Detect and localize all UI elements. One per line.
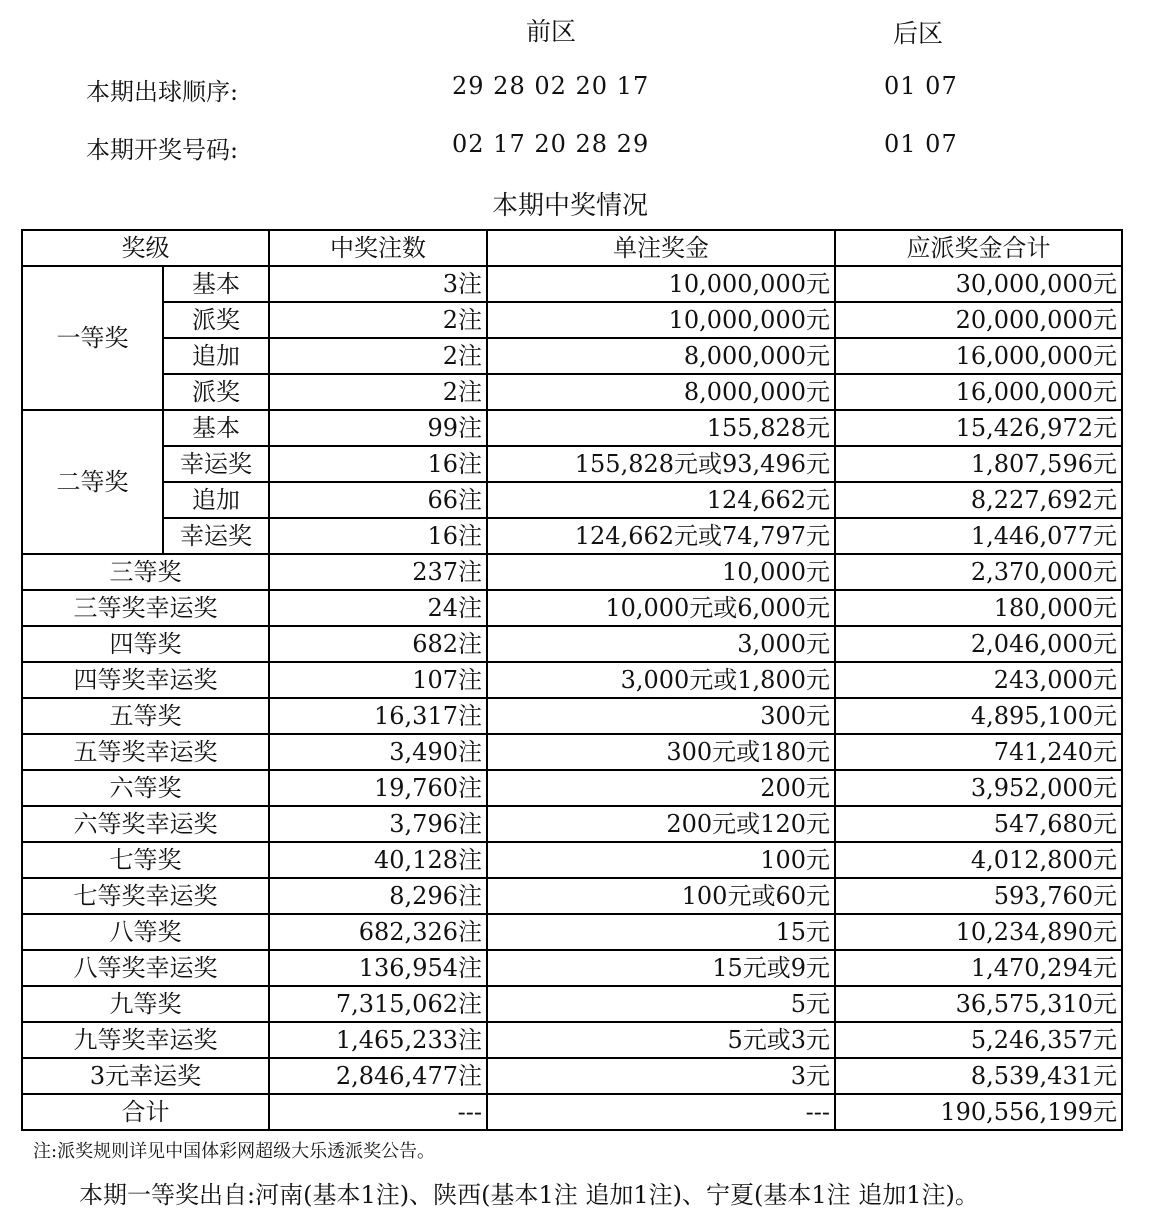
unit-prize: 124,662元或74,797元 — [487, 518, 835, 554]
winner-count: 2,846,477注 — [269, 1058, 487, 1094]
total-prize: 8,227,692元 — [835, 482, 1122, 518]
unit-prize: 300元 — [487, 698, 835, 734]
unit-prize: 8,000,000元 — [487, 338, 835, 374]
prize-level: 七等奖 — [22, 842, 269, 878]
unit-prize: 300元或180元 — [487, 734, 835, 770]
prize-level: 九等奖幸运奖 — [22, 1022, 269, 1058]
winner-count: 1,465,233注 — [269, 1022, 487, 1058]
unit-prize: 10,000元 — [487, 554, 835, 590]
unit-prize: 100元 — [487, 842, 835, 878]
winner-count: 8,296注 — [269, 878, 487, 914]
table-row — [22, 842, 1122, 878]
winner-count: 24注 — [269, 590, 487, 626]
unit-prize: 200元或120元 — [487, 806, 835, 842]
winner-count: 3,796注 — [269, 806, 487, 842]
header-unit-prize: 单注奖金 — [487, 230, 835, 266]
unit-prize: 3,000元 — [487, 626, 835, 662]
prize-level: 五等奖 — [22, 698, 269, 734]
table-row — [22, 302, 1122, 338]
unit-prize: --- — [487, 1094, 835, 1130]
winner-count: 99注 — [269, 410, 487, 446]
prize-level: 3元幸运奖 — [22, 1058, 269, 1094]
total-prize: 5,246,357元 — [835, 1022, 1122, 1058]
table-row — [22, 698, 1122, 734]
unit-prize: 10,000,000元 — [487, 302, 835, 338]
total-prize: 1,446,077元 — [835, 518, 1122, 554]
total-prize: 36,575,310元 — [835, 986, 1122, 1022]
table-row — [22, 518, 1122, 554]
table-row — [22, 410, 1122, 446]
table-row — [22, 374, 1122, 410]
table-row — [22, 590, 1122, 626]
unit-prize: 100元或60元 — [487, 878, 835, 914]
unit-prize: 8,000,000元 — [487, 374, 835, 410]
front-zone-title: 前区 — [526, 17, 577, 46]
winner-count: 40,128注 — [269, 842, 487, 878]
prize-sublevel: 幸运奖 — [163, 446, 269, 482]
winner-count: 2注 — [269, 374, 487, 410]
first-prize-origin-summary: 本期一等奖出自:河南(基本1注)、陕西(基本1注 追加1注)、宁夏(基本1注 追加1注)。 — [79, 1181, 979, 1209]
prize-level: 一等奖 — [22, 266, 163, 410]
prize-level: 四等奖幸运奖 — [22, 662, 269, 698]
winner-count: 3,490注 — [269, 734, 487, 770]
table-row — [22, 878, 1122, 914]
unit-prize: 155,828元或93,496元 — [487, 446, 835, 482]
unit-prize: 200元 — [487, 770, 835, 806]
table-total-row — [22, 1094, 1122, 1130]
total-prize: 30,000,000元 — [835, 266, 1122, 302]
table-row — [22, 266, 1122, 302]
prize-level: 七等奖幸运奖 — [22, 878, 269, 914]
total-prize: 15,426,972元 — [835, 410, 1122, 446]
header-level: 奖级 — [22, 230, 269, 266]
total-prize: 243,000元 — [835, 662, 1122, 698]
total-prize: 2,370,000元 — [835, 554, 1122, 590]
table-row — [22, 662, 1122, 698]
prize-table-title: 本期中奖情况 — [491, 191, 648, 221]
winner-count: 3注 — [269, 266, 487, 302]
winner-count: 19,760注 — [269, 770, 487, 806]
total-prize: 1,470,294元 — [835, 950, 1122, 986]
total-prize: 190,556,199元 — [835, 1094, 1122, 1130]
prize-level: 三等奖 — [22, 554, 269, 590]
unit-prize: 155,828元 — [487, 410, 835, 446]
header-total-prize: 应派奖金合计 — [835, 230, 1122, 266]
table-row — [22, 626, 1122, 662]
winning-numbers-label: 本期开奖号码: — [86, 136, 239, 164]
total-prize: 1,807,596元 — [835, 446, 1122, 482]
prize-level: 八等奖 — [22, 914, 269, 950]
prize-level: 五等奖幸运奖 — [22, 734, 269, 770]
draw-sequence-label: 本期出球顺序: — [86, 78, 239, 106]
prize-sublevel: 派奖 — [163, 374, 269, 410]
winner-count: 2注 — [269, 338, 487, 374]
table-row — [22, 914, 1122, 950]
table-row — [22, 734, 1122, 770]
total-prize: 16,000,000元 — [835, 338, 1122, 374]
total-prize: 4,895,100元 — [835, 698, 1122, 734]
table-header-row — [22, 230, 1122, 266]
unit-prize: 3,000元或1,800元 — [487, 662, 835, 698]
table-row — [22, 1058, 1122, 1094]
draw-sequence-front-numbers: 29 28 02 20 17 — [452, 72, 650, 100]
total-prize: 4,012,800元 — [835, 842, 1122, 878]
prize-sublevel: 基本 — [163, 410, 269, 446]
unit-prize: 5元 — [487, 986, 835, 1022]
table-row — [22, 338, 1122, 374]
table-row — [22, 770, 1122, 806]
winner-count: 16注 — [269, 518, 487, 554]
winner-count: 16,317注 — [269, 698, 487, 734]
winner-count: 7,315,062注 — [269, 986, 487, 1022]
header-count: 中奖注数 — [269, 230, 487, 266]
prize-level: 九等奖 — [22, 986, 269, 1022]
prize-sublevel: 幸运奖 — [163, 518, 269, 554]
unit-prize: 10,000,000元 — [487, 266, 835, 302]
total-prize: 2,046,000元 — [835, 626, 1122, 662]
table-row — [22, 482, 1122, 518]
back-zone-title: 后区 — [893, 19, 944, 48]
unit-prize: 3元 — [487, 1058, 835, 1094]
total-prize: 10,234,890元 — [835, 914, 1122, 950]
winner-count: 136,954注 — [269, 950, 487, 986]
table-row — [22, 986, 1122, 1022]
winner-count: 682注 — [269, 626, 487, 662]
prize-sublevel: 追加 — [163, 482, 269, 518]
winning-front-numbers: 02 17 20 28 29 — [452, 130, 650, 158]
prize-level: 三等奖幸运奖 — [22, 590, 269, 626]
winner-count: 66注 — [269, 482, 487, 518]
draw-sequence-back-numbers: 01 07 — [884, 72, 958, 100]
table-row — [22, 806, 1122, 842]
prize-table — [21, 229, 1123, 1131]
table-row — [22, 950, 1122, 986]
winner-count: --- — [269, 1094, 487, 1130]
total-prize: 741,240元 — [835, 734, 1122, 770]
winner-count: 682,326注 — [269, 914, 487, 950]
total-prize: 16,000,000元 — [835, 374, 1122, 410]
winner-count: 16注 — [269, 446, 487, 482]
unit-prize: 10,000元或6,000元 — [487, 590, 835, 626]
total-prize: 593,760元 — [835, 878, 1122, 914]
total-prize: 20,000,000元 — [835, 302, 1122, 338]
unit-prize: 5元或3元 — [487, 1022, 835, 1058]
prize-level: 八等奖幸运奖 — [22, 950, 269, 986]
winner-count: 237注 — [269, 554, 487, 590]
unit-prize: 124,662元 — [487, 482, 835, 518]
total-prize: 180,000元 — [835, 590, 1122, 626]
prize-sublevel: 追加 — [163, 338, 269, 374]
prize-level: 二等奖 — [22, 410, 163, 554]
unit-prize: 15元或9元 — [487, 950, 835, 986]
footnote: 注:派奖规则详见中国体彩网超级大乐透派奖公告。 — [33, 1141, 436, 1162]
winning-back-numbers: 01 07 — [884, 130, 958, 158]
table-row — [22, 446, 1122, 482]
winner-count: 2注 — [269, 302, 487, 338]
prize-level: 合计 — [22, 1094, 269, 1130]
total-prize: 8,539,431元 — [835, 1058, 1122, 1094]
table-row — [22, 1022, 1122, 1058]
total-prize: 3,952,000元 — [835, 770, 1122, 806]
winner-count: 107注 — [269, 662, 487, 698]
total-prize: 547,680元 — [835, 806, 1122, 842]
prize-level: 四等奖 — [22, 626, 269, 662]
prize-level: 六等奖幸运奖 — [22, 806, 269, 842]
unit-prize: 15元 — [487, 914, 835, 950]
prize-level: 六等奖 — [22, 770, 269, 806]
prize-sublevel: 派奖 — [163, 302, 269, 338]
table-row — [22, 554, 1122, 590]
prize-sublevel: 基本 — [163, 266, 269, 302]
